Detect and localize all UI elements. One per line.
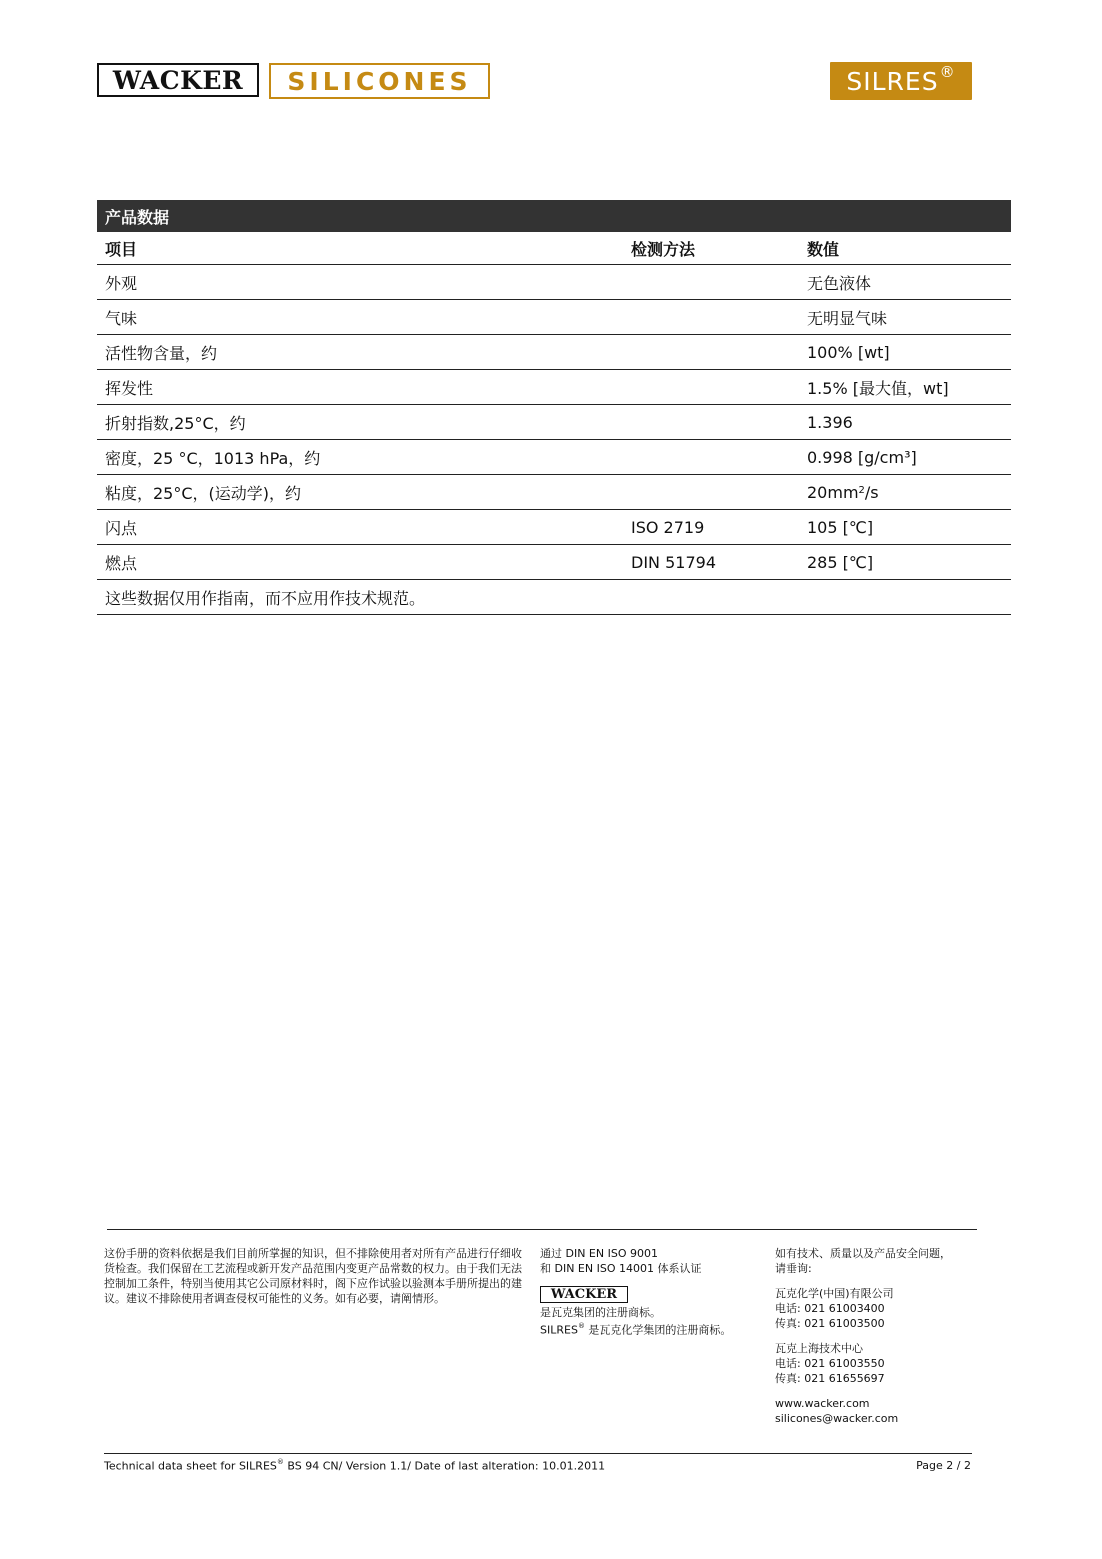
row-item: 挥发性 bbox=[105, 378, 154, 398]
doc-rest: BS 94 CN/ Version 1.1/ Date of last alteration: 10.01.2011 bbox=[283, 1459, 606, 1473]
row-value: 105 [℃] bbox=[807, 517, 874, 537]
table-row bbox=[97, 405, 1011, 440]
table-note-row bbox=[97, 580, 1011, 615]
email-link[interactable]: silicones@wacker.com bbox=[775, 1412, 899, 1425]
table-header-row bbox=[97, 232, 1011, 265]
row-value: 100% [wt] bbox=[807, 342, 890, 362]
trademark-rest: 是瓦克化学集团的注册商标。 bbox=[584, 1323, 732, 1337]
header-item: 项目 bbox=[105, 239, 138, 259]
header-method: 检测方法 bbox=[631, 239, 696, 259]
contact-intro-2: 请垂询: bbox=[775, 1262, 812, 1275]
table-row bbox=[97, 300, 1011, 335]
wacker-mini-logo: WACKER bbox=[540, 1286, 628, 1303]
silicones-logo: SILICONES bbox=[269, 63, 490, 99]
contact-intro-1: 如有技术、质量以及产品安全问题， bbox=[775, 1247, 951, 1260]
footer-contact bbox=[775, 1246, 995, 1426]
value-main: 20mm bbox=[807, 482, 859, 502]
cert-line-2: 和 DIN EN ISO 14001 体系认证 bbox=[540, 1262, 702, 1275]
footer-bottom-divider bbox=[104, 1453, 972, 1454]
doc-prefix: Technical data sheet for SILRES bbox=[104, 1459, 277, 1473]
company-fax: 传真: 021 61003500 bbox=[775, 1317, 885, 1330]
row-item: 粘度，25°C，(运动学)，约 bbox=[105, 483, 302, 503]
company-tel: 电话: 021 61003400 bbox=[775, 1302, 885, 1315]
row-value: 1.5% [最大值，wt] bbox=[807, 378, 949, 398]
table-row bbox=[97, 440, 1011, 475]
table-title: 产品数据 bbox=[97, 200, 1011, 232]
row-value: 285 [℃] bbox=[807, 552, 874, 572]
registered-mark: ® bbox=[577, 1322, 585, 1330]
row-item: 折射指数,25°C，约 bbox=[105, 413, 246, 433]
cert-line-1: 通过 DIN EN ISO 9001 bbox=[540, 1247, 658, 1260]
value-tail: /s bbox=[864, 482, 879, 502]
row-item: 燃点 bbox=[105, 553, 138, 573]
center-name: 瓦克上海技术中心 bbox=[775, 1342, 863, 1355]
center-tel: 电话: 021 61003550 bbox=[775, 1357, 885, 1370]
wacker-logo: WACKER bbox=[97, 63, 259, 97]
table-row bbox=[97, 545, 1011, 580]
silres-logo bbox=[830, 62, 972, 100]
trademark-brand: SILRES bbox=[540, 1323, 578, 1337]
row-item: 闪点 bbox=[105, 518, 138, 538]
company-name: 瓦克化学(中国)有限公司 bbox=[775, 1287, 894, 1300]
row-value: 无明显气味 bbox=[807, 308, 888, 328]
row-item: 外观 bbox=[105, 273, 138, 293]
row-item: 气味 bbox=[105, 308, 138, 328]
table-row bbox=[97, 475, 1011, 510]
footer-disclaimer bbox=[104, 1246, 522, 1306]
row-value: 无色液体 bbox=[807, 273, 872, 293]
center-fax: 传真: 021 61655697 bbox=[775, 1372, 885, 1385]
row-method: ISO 2719 bbox=[631, 517, 705, 537]
table-note: 这些数据仅用作指南，而不应用作技术规范。 bbox=[105, 588, 426, 608]
silres-logo-text: SILRES bbox=[846, 66, 939, 96]
header-value: 数值 bbox=[807, 239, 840, 259]
row-value: 0.998 [g/cm³] bbox=[807, 447, 917, 467]
disclaimer-text: 这份手册的资料依据是我们目前所掌握的知识，但不排除使用者对所有产品进行仔细收货检查。我们保留在工艺流程或新开发产品范围内变更产品常数的权力。由于我们无法控制加工条件，特别当使用其它公司原材料时，阁下应作试验以验测本手册所提出的建议。建议不排除使用者调查侵权可能性的义务。如有必要，请阐情形。 bbox=[104, 1247, 522, 1305]
footer-divider bbox=[107, 1229, 977, 1230]
row-value: 1.396 bbox=[807, 412, 853, 432]
table-row bbox=[97, 510, 1011, 545]
trademark-line-1: 是瓦克集团的注册商标。 bbox=[540, 1306, 661, 1319]
footer-certification bbox=[540, 1246, 760, 1338]
registered-mark: ® bbox=[939, 63, 956, 81]
value-superscript: 2 bbox=[858, 484, 865, 496]
table-row bbox=[97, 370, 1011, 405]
website-link[interactable]: www.wacker.com bbox=[775, 1397, 870, 1410]
page-number: Page 2 / 2 bbox=[916, 1459, 971, 1472]
product-data-table bbox=[97, 200, 1011, 615]
row-item: 活性物含量，约 bbox=[105, 343, 218, 363]
row-value bbox=[807, 475, 879, 509]
table-row bbox=[97, 265, 1011, 300]
row-method: DIN 51794 bbox=[631, 552, 716, 572]
document-info bbox=[104, 1459, 605, 1473]
trademark-line-2 bbox=[540, 1320, 760, 1338]
registered-mark: ® bbox=[276, 1458, 284, 1466]
row-item: 密度，25 °C，1013 hPa，约 bbox=[105, 448, 321, 468]
table-row bbox=[97, 335, 1011, 370]
